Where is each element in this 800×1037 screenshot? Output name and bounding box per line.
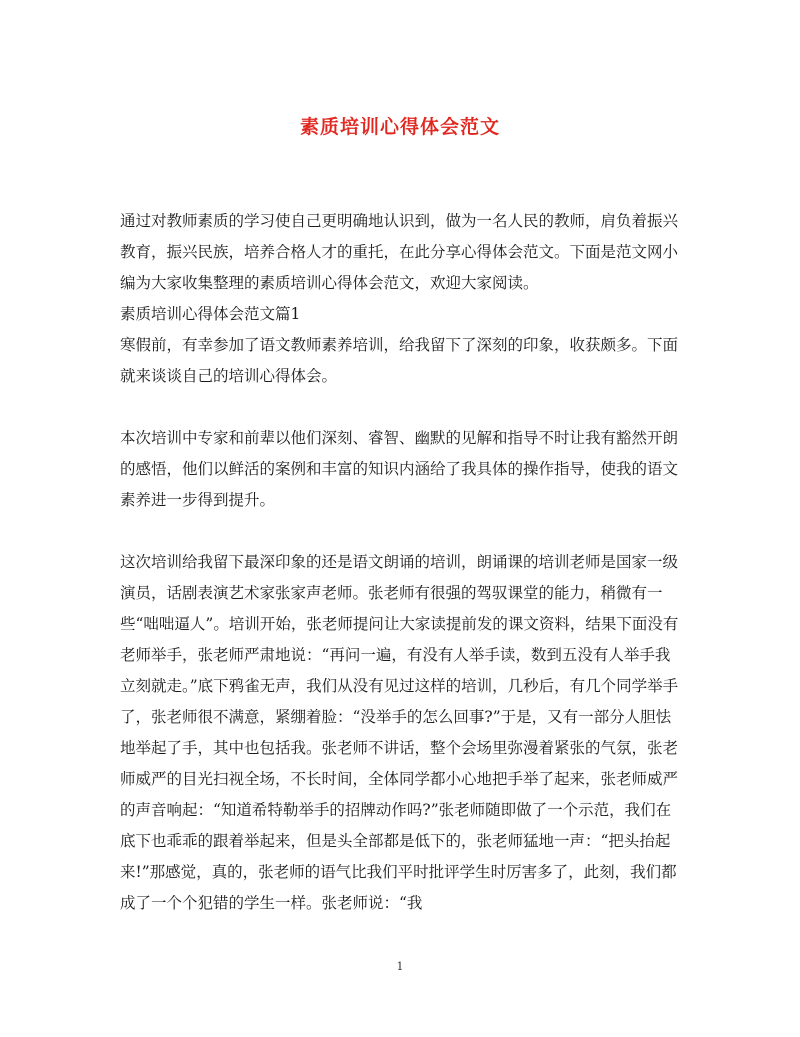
document-body	[120, 206, 682, 919]
intro-paragraph: 通过对教师素质的学习使自己更明确地认识到，做为一名人民的教师，肩负着振兴教育，振兴民族，培养合格人才的重托，在此分享心得体会范文。下面是范文网小编为大家收集整理的素质培训心得体会范文，欢迎大家阅读。	[120, 212, 679, 292]
body-paragraph-1: 寒假前，有幸参加了语文教师素养培训，给我留下了深刻的印象，收获颇多。下面就来谈谈自己的培训心得体会。	[120, 336, 679, 385]
body-paragraph-2: 本次培训中专家和前辈以他们深刻、睿智、幽默的见解和指导不时让我有豁然开朗的感悟，他们以鲜活的案例和丰富的知识内涵给了我具体的操作指导，使我的语文素养进一步得到提升。	[120, 429, 679, 509]
page-number: 1	[396, 960, 404, 973]
body-paragraph-3: 这次培训给我留下最深印象的还是语文朗诵的培训，朗诵课的培训老师是国家一级演员，话剧表演艺术家张家声老师。张老师有很强的驾驭课堂的能力，稍微有一些“咄咄逼人”。培训开始，张老师提问让大家读提前发的课文资料，结果下面没有老师举手，张老师严肃地说：“再问一遍，有没有人举手读，数到五没有人举手我立刻就走。”底下鸦雀无声，我们从没有见过这样的培训，几秒后，有几个同学举手了，张老师很不满意，紧绷着脸：“没举手的怎么回事?”于是，又有一部分人胆怯地举起了手，其中也包括我。张老师不讲话，整个会场里弥漫着紧张的气氛，张老师威严的目光扫视全场，不长时间，全体同学都小心地把手举了起来，张老师威严的声音响起：“知道希特勒举手的招牌动作吗?”张老师随即做了一个示范，我们在底下也乖乖的跟着举起来，但是头全部都是低下的，张老师猛地一声：“把头抬起来!”那感觉，真的，张老师的语气比我们平时批评学生时厉害多了，此刻，我们都成了一个个犯错的学生一样。张老师说：“我	[120, 553, 679, 912]
document-title: 素质培训心得体会范文	[299, 116, 500, 138]
section-heading: 素质培训心得体会范文篇1	[120, 305, 301, 323]
